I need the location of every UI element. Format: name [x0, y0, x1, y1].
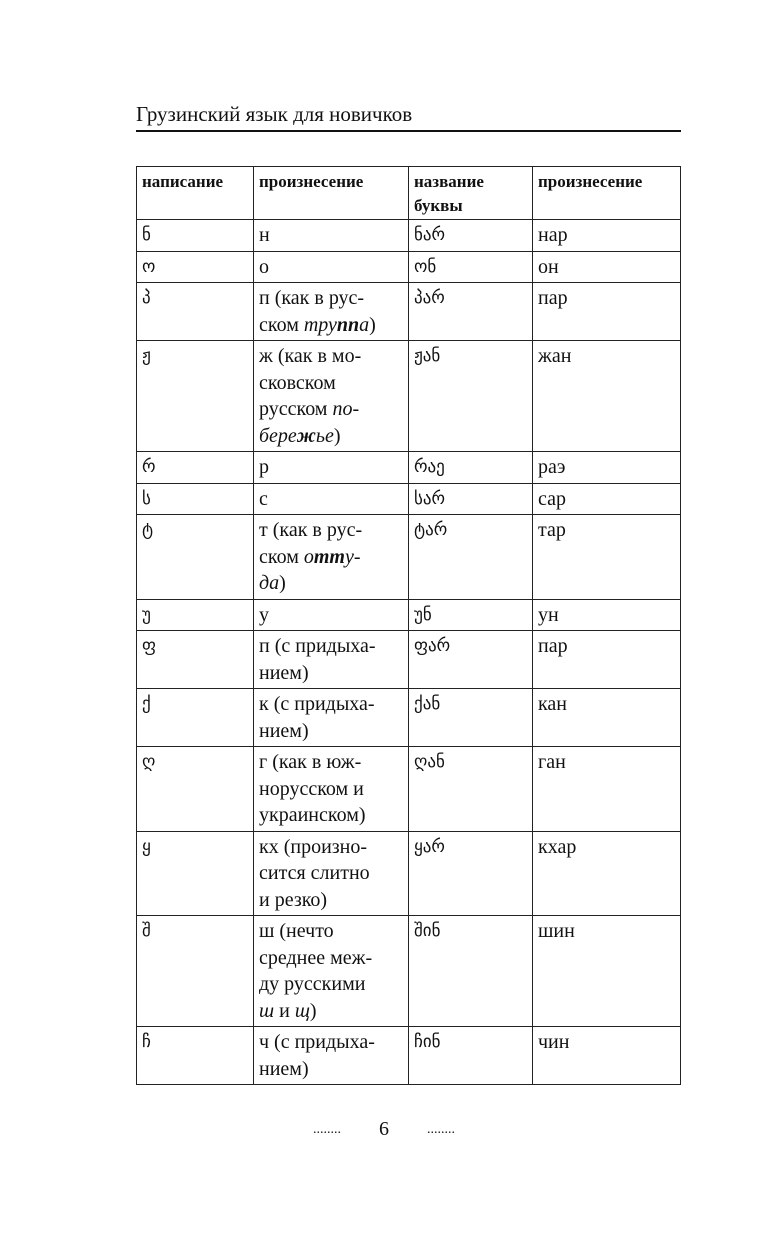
georgian-letter: შ	[137, 916, 254, 1027]
footer-dots-left: ........	[313, 1122, 341, 1138]
letter-pronunciation	[254, 452, 409, 484]
georgian-letter: რ	[137, 452, 254, 484]
footer-dots-right: ........	[427, 1122, 455, 1138]
letter-name-pronunciation: сар	[533, 483, 681, 515]
pronunciation-segment: к (с придыха-	[259, 693, 375, 715]
letter-pronunciation	[254, 220, 409, 252]
georgian-letter: ქ	[137, 689, 254, 747]
pronunciation-segment: ском	[259, 313, 304, 336]
letter-pronunciation	[254, 515, 409, 600]
letter-pronunciation	[254, 689, 409, 747]
header-spelling: написание	[137, 167, 254, 220]
table-row	[137, 283, 681, 341]
letter-name: ღან	[409, 747, 533, 832]
pronunciation-segment: ду русскими	[259, 973, 366, 995]
letter-pronunciation	[254, 631, 409, 689]
letter-pronunciation	[254, 747, 409, 832]
letter-name-pronunciation: кан	[533, 689, 681, 747]
pronunciation-segment: нием)	[259, 661, 309, 684]
header-letter-name: название буквы	[409, 167, 533, 220]
table-header	[137, 167, 681, 220]
pronunciation-segment: щ	[294, 999, 310, 1022]
pronunciation-segment: н	[259, 224, 270, 246]
pronunciation-segment: пп	[336, 313, 360, 336]
header-name-pronunciation: произнесение	[533, 167, 681, 220]
pronunciation-segment: ж (как в мо-	[259, 345, 362, 367]
pronunciation-segment: ье	[315, 424, 334, 447]
pronunciation-segment: и резко)	[259, 888, 328, 911]
letter-name-pronunciation: чин	[533, 1027, 681, 1085]
pronunciation-segment: норусском и	[259, 777, 364, 800]
pronunciation-segment: и	[274, 999, 295, 1022]
letter-name-pronunciation: пар	[533, 283, 681, 341]
georgian-letter: ო	[137, 251, 254, 283]
letter-name: ჟან	[409, 341, 533, 452]
table-row	[137, 1027, 681, 1085]
georgian-letter: ჟ	[137, 341, 254, 452]
table-row	[137, 515, 681, 600]
letter-name: უნ	[409, 599, 533, 631]
letter-pronunciation	[254, 341, 409, 452]
pronunciation-segment: среднее меж-	[259, 946, 373, 969]
georgian-letter: ნ	[137, 220, 254, 252]
table-row	[137, 251, 681, 283]
pronunciation-segment: по-	[332, 398, 360, 420]
table-row	[137, 689, 681, 747]
pronunciation-segment: г (как в юж-	[259, 751, 362, 773]
table-row	[137, 631, 681, 689]
letter-name: ფარ	[409, 631, 533, 689]
letter-name: ტარ	[409, 515, 533, 600]
pronunciation-segment: бере	[259, 424, 297, 447]
pronunciation-segment: т (как в рус-	[259, 519, 363, 541]
pronunciation-segment: п (с придыха-	[259, 635, 376, 657]
header-row	[137, 167, 681, 220]
georgian-letter: ს	[137, 483, 254, 515]
header-pronunciation: произнесение	[254, 167, 409, 220]
letter-name-pronunciation: жан	[533, 341, 681, 452]
letter-name-pronunciation: ун	[533, 599, 681, 631]
letter-pronunciation	[254, 483, 409, 515]
running-head	[136, 100, 681, 132]
pronunciation-segment: сится слитно	[259, 862, 370, 884]
pronunciation-segment	[297, 425, 316, 447]
pronunciation-segment: украинском)	[259, 804, 366, 826]
georgian-letter: ფ	[137, 631, 254, 689]
pronunciation-segment: нием)	[259, 719, 309, 742]
letter-pronunciation	[254, 599, 409, 631]
pronunciation-segment: ш (нечто	[259, 920, 334, 942]
pronunciation-segment: ском	[259, 545, 304, 568]
letter-name-pronunciation: тар	[533, 515, 681, 600]
pronunciation-segment	[314, 546, 345, 568]
letter-name-pronunciation: раэ	[533, 452, 681, 484]
pronunciation-segment: да	[259, 572, 280, 594]
pronunciation-segment: о	[303, 545, 314, 568]
letter-name-pronunciation: ган	[533, 747, 681, 832]
letter-pronunciation	[254, 916, 409, 1027]
letter-pronunciation	[254, 1027, 409, 1085]
letter-name: ჩინ	[409, 1027, 533, 1085]
table-row	[137, 599, 681, 631]
pronunciation-segment: кх (произно-	[259, 835, 368, 858]
letter-name-pronunciation: шин	[533, 916, 681, 1027]
pronunciation-segment: нием)	[259, 1057, 309, 1080]
pronunciation-segment: ж	[296, 424, 316, 447]
pronunciation-segment: ч (с придыха-	[259, 1031, 375, 1053]
letter-name-pronunciation: кхар	[533, 831, 681, 916]
letter-pronunciation	[254, 283, 409, 341]
page-footer	[0, 1118, 768, 1141]
table-row	[137, 916, 681, 1027]
pronunciation-segment: )	[309, 999, 317, 1022]
pronunciation-segment: ш	[259, 999, 275, 1022]
pronunciation-segment: )	[369, 313, 376, 336]
table-row	[137, 831, 681, 916]
pronunciation-segment: п (как в рус-	[259, 287, 365, 309]
pronunciation-segment: )	[333, 424, 341, 447]
pronunciation-segment: )	[279, 572, 286, 594]
letter-name: ყარ	[409, 831, 533, 916]
georgian-letter: უ	[137, 599, 254, 631]
pronunciation-segment: а	[359, 313, 370, 336]
table-row	[137, 220, 681, 252]
table-row	[137, 483, 681, 515]
letter-pronunciation	[254, 251, 409, 283]
georgian-letter: ღ	[137, 747, 254, 832]
table-body	[137, 220, 681, 1085]
letter-name-pronunciation: нар	[533, 220, 681, 252]
pronunciation-segment: тт	[313, 545, 345, 568]
letter-name: ონ	[409, 251, 533, 283]
georgian-letter: ჩ	[137, 1027, 254, 1085]
pronunciation-segment: у-	[344, 545, 361, 568]
pronunciation-segment: русском	[259, 398, 333, 420]
georgian-letter: ტ	[137, 515, 254, 600]
pronunciation-segment: о	[259, 255, 269, 278]
letter-name: პარ	[409, 283, 533, 341]
letter-pronunciation	[254, 831, 409, 916]
letter-name-pronunciation: он	[533, 251, 681, 283]
letter-name: სარ	[409, 483, 533, 515]
georgian-letter: პ	[137, 283, 254, 341]
table-row	[137, 341, 681, 452]
table-row	[137, 747, 681, 832]
pronunciation-segment: сковском	[259, 371, 336, 394]
pronunciation-segment: р	[259, 456, 269, 478]
letter-name: ნარ	[409, 220, 533, 252]
pronunciation-segment: у	[259, 603, 269, 626]
letters-table	[136, 166, 681, 1085]
georgian-letter: ყ	[137, 831, 254, 916]
letter-name: რაე	[409, 452, 533, 484]
pronunciation-segment	[337, 314, 359, 336]
letter-name: შინ	[409, 916, 533, 1027]
letter-name-pronunciation: пар	[533, 631, 681, 689]
page-number: 6	[379, 1118, 389, 1140]
table-row	[137, 452, 681, 484]
pronunciation-segment: тру	[303, 313, 337, 336]
pronunciation-segment: с	[259, 487, 268, 510]
letter-name: ქან	[409, 689, 533, 747]
book-title: Грузинский язык для новичков	[136, 102, 413, 126]
